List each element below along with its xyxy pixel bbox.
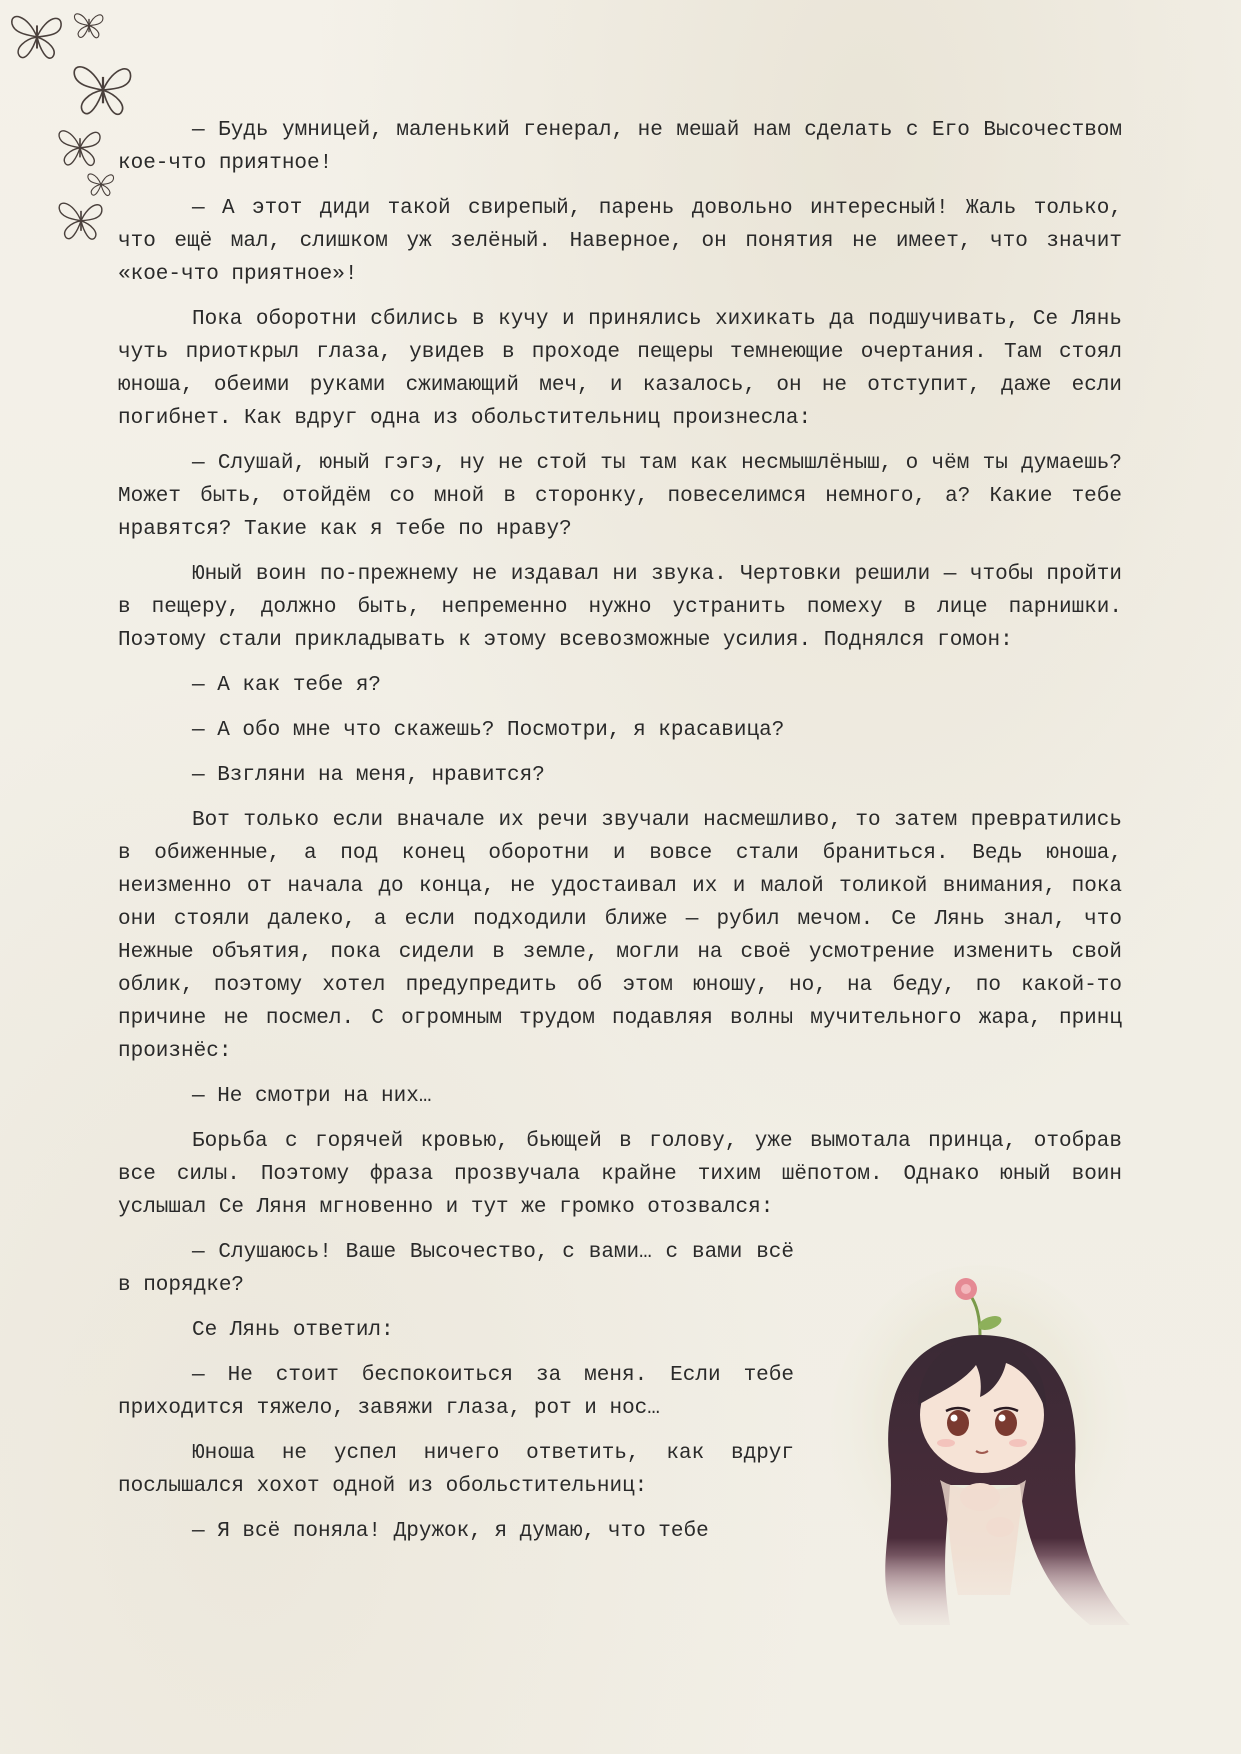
paragraph: — Не стоит беспокоиться за меня. Если тебе приходится тяжело, завяжи глаза, рот и нос… <box>118 1364 794 1420</box>
paragraph: — Слушай, юный гэгэ, ну не стой ты там как несмышлёныш, о чём ты думаешь? Может быть, отойдём со мной в сторонку, повеселимся немного, а? Какие тебе нравятся? Такие как я тебе по нраву? <box>118 452 1122 541</box>
paragraph: Юный воин по-прежнему не издавал ни звука. Чертовки решили — чтобы пройти в пещеру, должно быть, непременно нужно устранить помеху в лице парнишки. Поэтому стали прикладывать к этому всевозможные усилия. Поднялся гомон: <box>118 563 1122 652</box>
paragraph: Борьба с горячей кровью, бьющей в голову, уже вымотала принца, отобрав все силы. Поэтому фраза прозвучала крайне тихим шёпотом. Однако юный воин услышал Се Ляня мгновенно и тут же громко отозвался: <box>118 1130 1122 1219</box>
butterfly-icon <box>70 58 136 120</box>
paragraph: — Я всё поняла! Дружок, я думаю, что тебе <box>192 1520 709 1543</box>
butterfly-icon <box>56 196 106 244</box>
butterfly-icon <box>56 124 104 170</box>
chibi-girl-illustration <box>830 1265 1140 1645</box>
butterfly-icon <box>86 170 116 198</box>
butterfly-icon <box>8 10 66 62</box>
paragraph: — Взгляни на меня, нравится? <box>192 764 545 787</box>
paragraph: — Будь умницей, маленький генерал, не мешай нам сделать с Его Высочеством кое-что приятное! <box>118 119 1122 175</box>
paragraph: — Не смотри на них… <box>192 1085 432 1108</box>
butterfly-icon <box>72 10 106 40</box>
paragraph: — А обо мне что скажешь? Посмотри, я красавица? <box>192 719 785 742</box>
paragraph: — А как тебе я? <box>192 674 382 697</box>
paragraph: Юноша не успел ничего ответить, как вдруг послышался хохот одной из обольстительниц: <box>118 1442 794 1498</box>
paragraph: Вот только если вначале их речи звучали насмешливо, то затем превратились в обиженные, а под конец оборотни и вовсе стали браниться. Ведь юноша, неизменно от начала до конца, не удостаивал их и малой толикой внимания, пока они стояли далеко, а если подходили ближе — рубил мечом. Се Лянь знал, что Нежные объятия, пока сидели в земле, могли на своё усмотрение изменить свой облик, поэтому хотел предупредить об этом юношу, но, на беду, по какой-то причине не посмел. С огромным трудом подавляя волны мучительного жара, принц произнёс: <box>118 809 1122 1063</box>
paragraph: Се Лянь ответил: <box>192 1319 394 1342</box>
paragraph: — Слушаюсь! Ваше Высочество, с вами… с вами всё в порядке? <box>118 1241 794 1297</box>
paragraph: — А этот диди такой свирепый, парень довольно интересный! Жаль только, что ещё мал, слишком уж зелёный. Наверное, он понятия не имеет, что значит «кое-что приятное»! <box>118 197 1122 286</box>
paragraph: Пока оборотни сбились в кучу и принялись хихикать да подшучивать, Се Лянь чуть приоткрыл глаза, увидев в проходе пещеры темнеющие очертания. Там стоял юноша, обеими руками сжимающий меч, и казалось, он не отступит, даже если погибнет. Как вдруг одна из обольстительниц произнесла: <box>118 308 1122 430</box>
